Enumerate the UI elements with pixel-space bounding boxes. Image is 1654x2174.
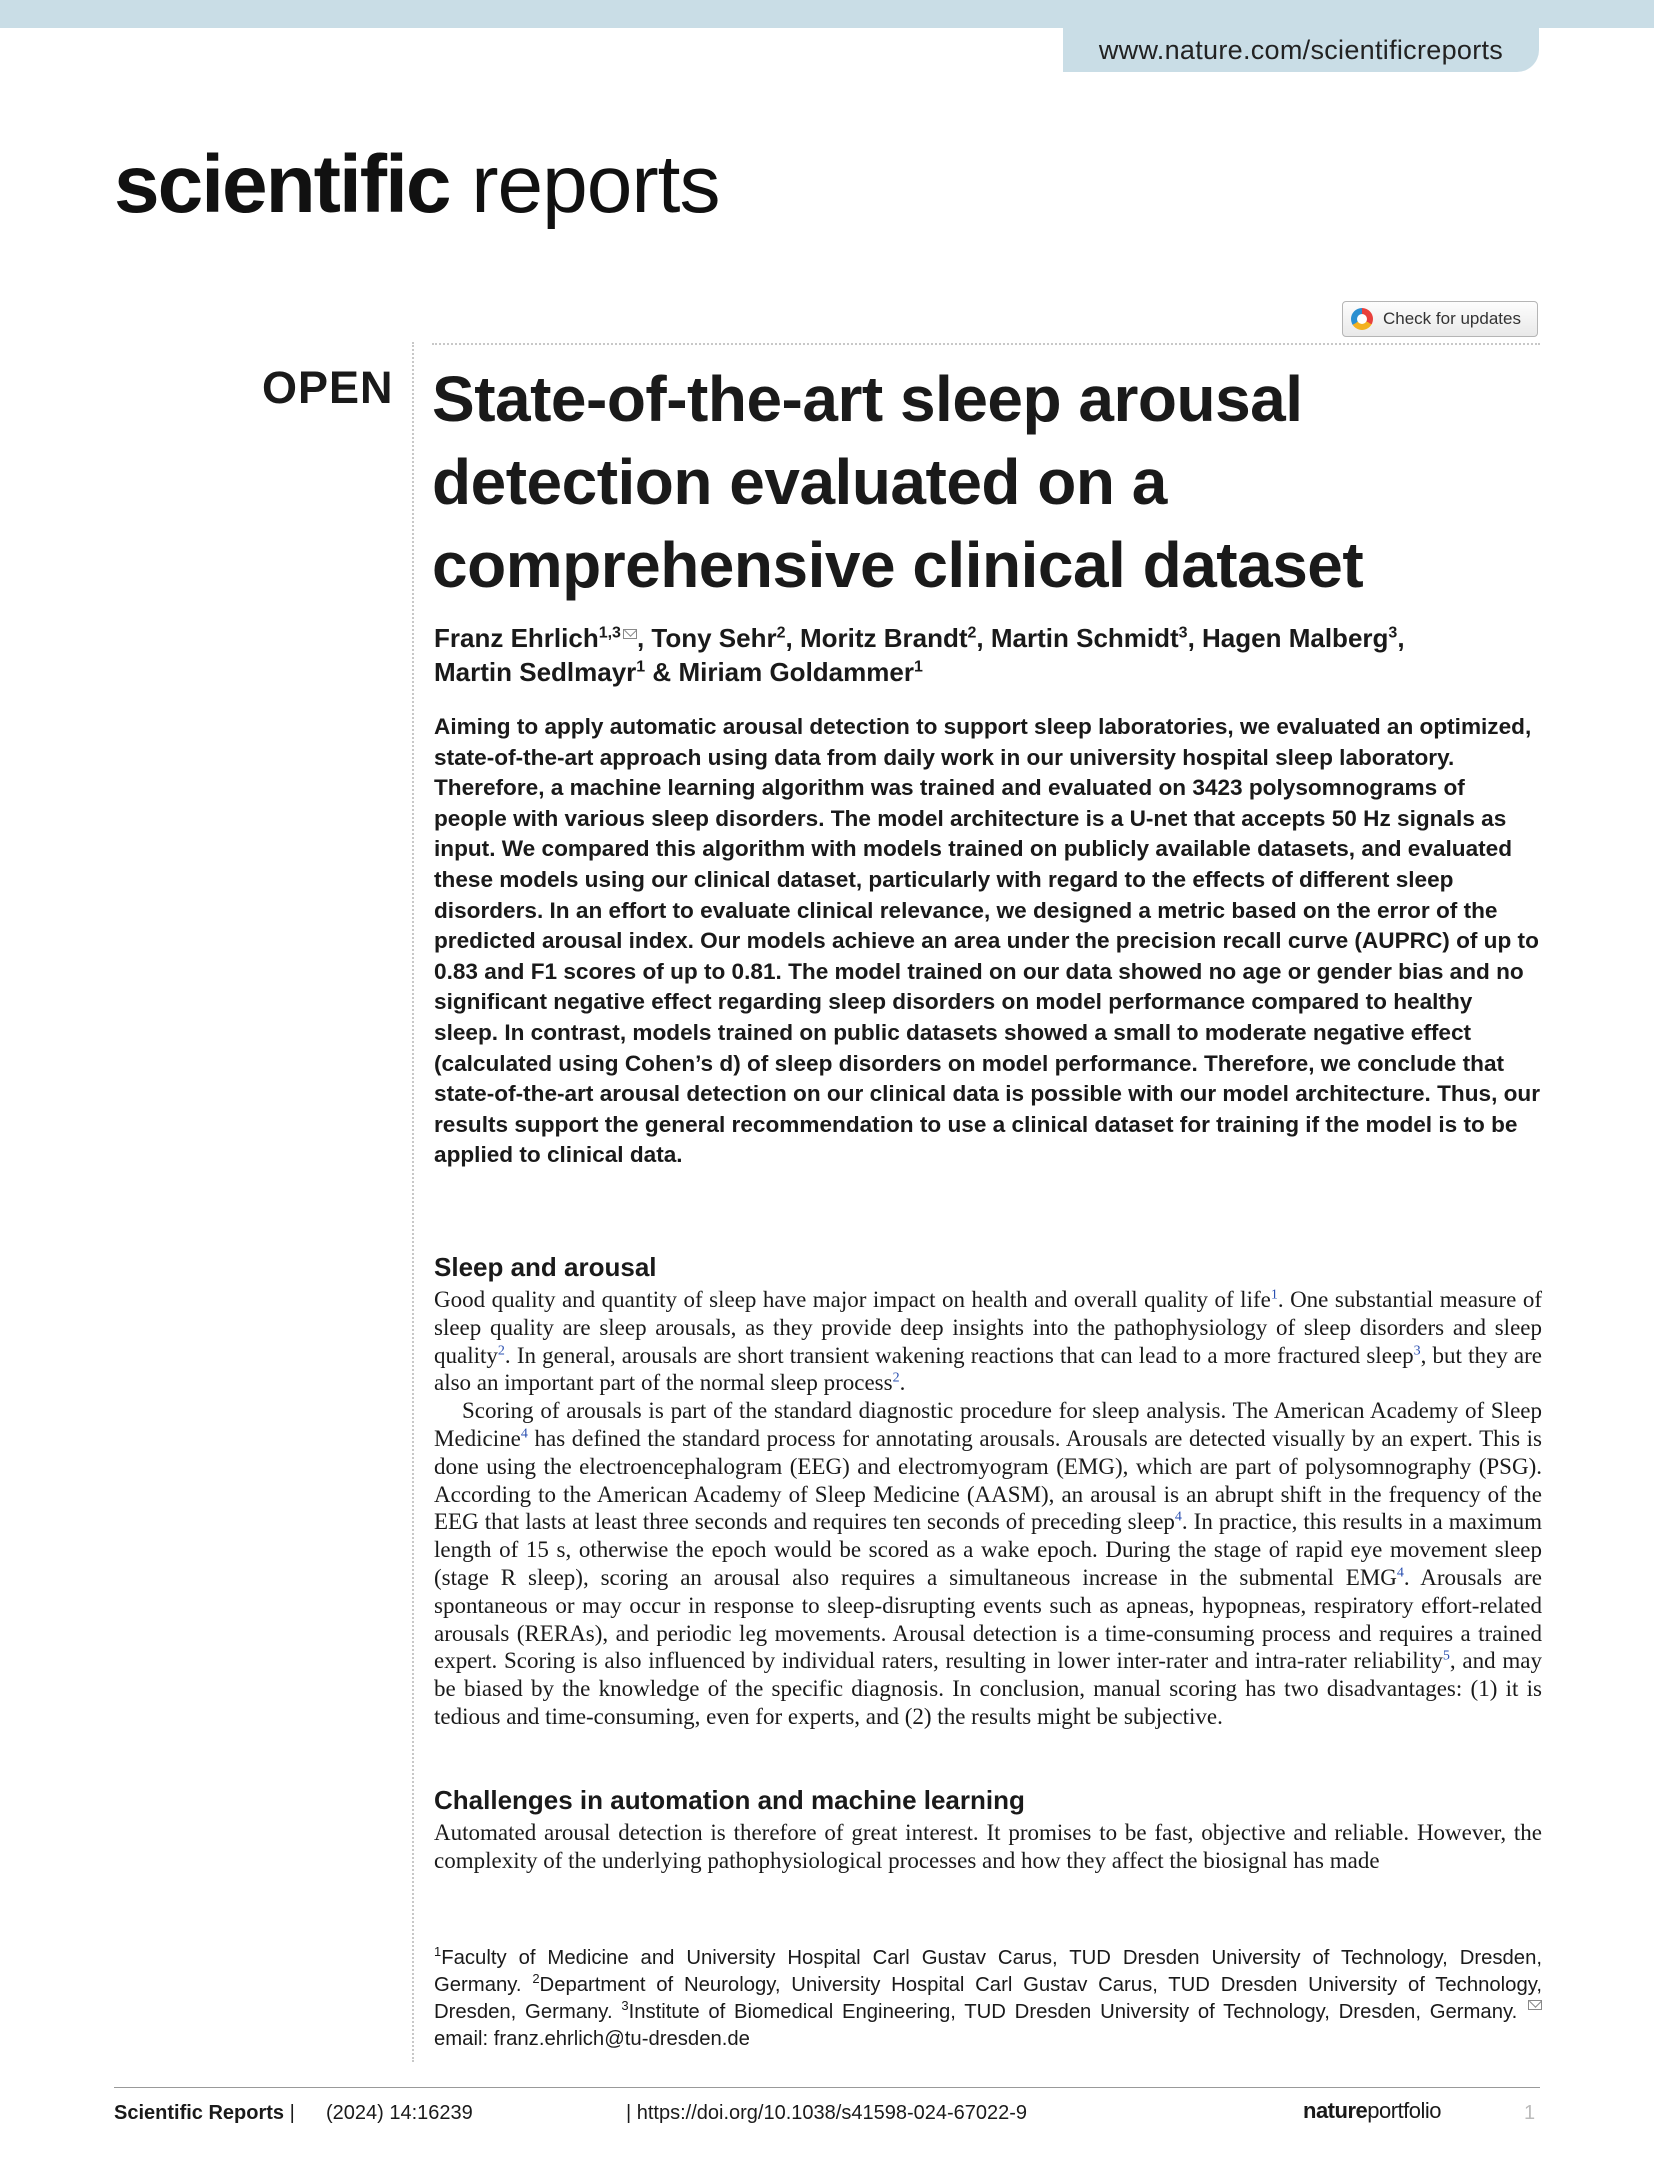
author-name[interactable]: Hagen Malberg [1202,623,1389,653]
section-heading-sleep-arousal: Sleep and arousal [434,1252,657,1282]
author-name[interactable]: Martin Schmidt [990,623,1179,653]
affiliation-text: Department of Neurology, University Hospital Carl Gustav Carus, TUD Dresden University of Technology, Dresden, Germany. [434,1974,1542,2023]
text-run: . In practice, this results in a maximum length of 15 s, otherwise the epoch would be scored as a wake epoch. During the stage of rapid eye movement sleep (stage R sleep), scoring an arousal also requires a simultaneous increase in the submental EMG [434,1509,1542,1590]
section-heading-challenges: Challenges in automation and machine learning [434,1785,1025,1815]
affiliations [434,1945,1542,2053]
author-affiliation-ref: 1,3 [598,624,621,642]
author-list [434,621,1544,689]
text-run: . One substantial measure of sleep quality are sleep arousals, as they provide deep insights into the pathophysiology of sleep disorders and sleep quality [434,1287,1543,1368]
footer-separator: | [284,2102,295,2124]
open-access-label: OPEN [262,362,394,413]
journal-logo[interactable] [114,140,719,230]
citation-ref[interactable]: 3 [1413,1342,1421,1358]
top-band [0,0,1654,28]
section-body-challenges [434,1819,1542,1875]
author-name[interactable]: Tony Sehr [651,623,777,653]
logo-light: reports [449,139,720,230]
author-separator: , [976,623,991,653]
affiliation-text: Faculty of Medicine and University Hospital Carl Gustav Carus, TUD Dresden University of Technology, Dresden, Germany. [434,1947,1542,1996]
citation-ref[interactable]: 1 [1270,1287,1278,1303]
text-run: , and may be biased by the knowledge of the specific diagnosis. In conclusion, manual scoring has two disadvantages: (1) it is tedious and time-consuming, even for experts, and (2) the results might be subjective. [434,1648,1543,1729]
author-separator: , [785,623,800,653]
vertical-divider [412,342,414,2062]
author-affiliation-ref: 3 [1178,624,1188,642]
text-run: . In general, arousals are short transient wakening reactions that can lead to a more fractured sleep [504,1342,1414,1368]
author-affiliation-ref: 2 [776,624,786,642]
citation-ref[interactable]: 5 [1442,1648,1450,1664]
affiliation-text: Institute of Biomedical Engineering, TUD Dresden University of Technology, Dresden, Germany. [628,2001,1526,2023]
footer-doi-link[interactable]: | https://doi.org/10.1038/s41598-024-67022-9 [626,2102,1028,2124]
footer-citation: (2024) 14:16239 [326,2102,473,2124]
author-separator: , [1397,623,1405,653]
page-number: 1 [1524,2102,1536,2124]
corresponding-email[interactable]: email: franz.ehrlich@tu-dresden.de [434,2028,750,2050]
author-separator: , [1187,623,1203,653]
text-run: Good quality and quantity of sleep have major impact on health and overall quality of life [434,1287,1271,1312]
crossmark-icon [1351,308,1373,330]
author-name[interactable]: Moritz Brandt [799,623,968,653]
text-run: Scoring of arousals is part of the standard diagnostic procedure for sleep analysis. The American Academy of Sleep Medicine [434,1398,1542,1451]
envelope-icon [1528,2000,1542,2010]
author-name[interactable]: Franz Ehrlich [434,623,599,653]
text-run: has defined the standard process for annotating arousals. Arousals are detected visually by an expert. This is done using the electroencephalogram (EEG) and electromyogram (EMG), which are part of polysomnography (PSG). According to the American Academy of Sleep Medicine (AASM), an arousal is an abrupt shift in the frequency of the EEG that lasts at least three seconds and requires ten seconds of preceding sleep [434,1425,1542,1535]
affiliation-number: 3 [621,1998,629,2014]
text-run: , but they are also an important part of the normal sleep process [434,1342,1542,1396]
publisher-logo[interactable] [1303,2098,1441,2124]
paragraph [434,1397,1542,1731]
author-separator: , [636,623,652,653]
citation-ref[interactable]: 2 [497,1342,505,1358]
author-affiliation-ref: 1 [913,658,923,676]
citation-ref[interactable]: 4 [1174,1509,1182,1525]
check-for-updates-button[interactable] [1342,301,1538,337]
author-separator: & [645,657,679,687]
footer-journal-name: Scientific Reports [114,2102,285,2124]
publisher-light: portfolio [1367,2098,1442,2123]
text-run: . [899,1370,906,1396]
affiliation-number: 2 [532,1971,540,1987]
citation-ref[interactable]: 4 [1396,1565,1404,1581]
horizontal-divider [432,343,1540,345]
paragraph [434,1286,1542,1397]
author-affiliation-ref: 3 [1388,624,1398,642]
citation-ref[interactable]: 2 [892,1370,900,1386]
author-name[interactable]: Martin Sedlmayr [434,657,637,687]
section-body-sleep-arousal [434,1286,1542,1731]
author-name[interactable]: Miriam Goldammer [678,657,914,687]
paragraph: Automated arousal detection is therefore of great interest. It promises to be fast, objective and reliable. However, the complexity of the underlying pathophysiological processes and how they affect the biosignal has made [434,1820,1542,1873]
publisher-bold: nature [1303,2098,1368,2123]
abstract: Aiming to apply automatic arousal detection to support sleep laboratories, we evaluated an optimized, state-of-the-art approach using data from daily work in our university hospital sleep laboratory. Therefore, a machine learning algorithm was trained and evaluated on 3423 polysomnograms of people with various sleep disorders. The model architecture is a U-net that accepts 50 Hz signals as input. We compared this algorithm with models trained on publicly available datasets, and evaluated these models using our clinical dataset, particularly with regard to the effects of different sleep disorders. In an effort to evaluate clinical relevance, we designed a metric based on the error of the predicted arousal index. Our models achieve an area under the precision recall curve (AUPRC) of up to 0.83 and F1 scores of up to 0.81. The model trained on our data showed no age or gender bias and no significant negative effect regarding sleep disorders on model performance compared to healthy sleep. In contrast, models trained on public datasets showed a small to moderate negative effect (calculated using Cohen’s d) of sleep disorders on model performance. Therefore, we conclude that state-of-the-art arousal detection on our clinical data is possible with our model architecture. Thus, our results support the general recommendation to use a clinical dataset for training if the model is to be applied to clinical data. [434,714,1541,1168]
author-affiliation-ref: 1 [636,658,646,676]
journal-url[interactable]: www.nature.com/scientificreports [1063,28,1539,72]
citation-ref[interactable]: 4 [520,1426,528,1442]
check-updates-label: Check for updates [1383,309,1521,328]
footer-journal [114,2102,295,2125]
logo-bold: scientific [114,139,450,230]
article-title: State-of-the-art sleep arousal detection evaluated on a comprehensive clinical dataset [432,363,1364,601]
envelope-icon[interactable] [623,629,637,639]
footer-rule [114,2087,1540,2088]
text-run: . Arousals are spontaneous or may occur in response to sleep-disrupting events such as apneas, hypopneas, respiratory effort-related arousals (RERAs), and periodic leg movements. Arousal detection is a time-consuming process and requires a trained expert. Scoring is also influenced by individual raters, resulting in lower inter-rater and intra-rater reliability [434,1564,1542,1674]
author-affiliation-ref: 2 [967,624,977,642]
affiliation-number: 1 [434,1944,442,1960]
